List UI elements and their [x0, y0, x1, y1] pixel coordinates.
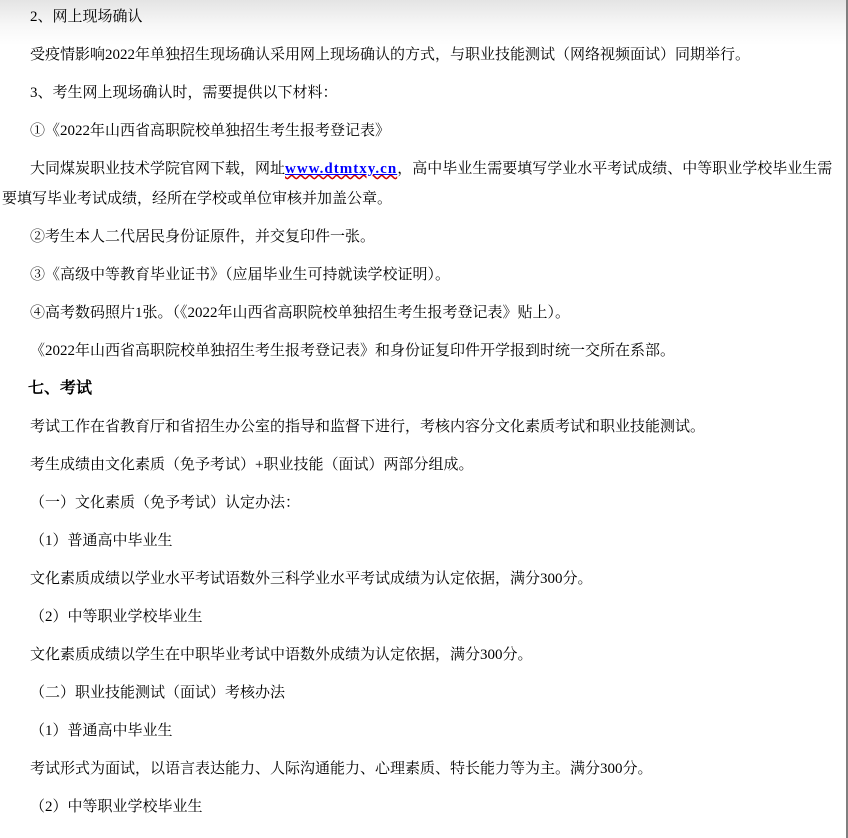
paragraph-materials-title: 3、考生网上现场确认时，需要提供以下材料： [30, 85, 338, 101]
link-squiggle-wrapper [285, 161, 397, 177]
paragraph-regular-hs-grads-1: （1）普通高中毕业生 [30, 533, 173, 549]
paragraph-vocational-score-basis: 文化素质成绩以学生在中职毕业考试中语数外成绩为认定依据，满分300分。 [30, 647, 533, 663]
paragraph-item-2-id-card: ②考生本人二代居民身份证原件，并交复印件一张。 [30, 229, 376, 245]
paragraph-online-confirmation-title: 2、网上现场确认 [30, 9, 143, 25]
paragraph-cultural-quality-title: （一）文化素质（免予考试）认定办法： [30, 495, 301, 511]
paragraph-submit-note: 《2022年山西省高职院校单独招生考生报考登记表》和身份证复印件开学报到时统一交所在系部。 [30, 343, 676, 359]
paragraph-item-4-photo: ④高考数码照片1张。（《2022年山西省高职院校单独招生考生报考登记表》贴上）。 [30, 305, 571, 321]
paragraph-regular-hs-grads-2: （1）普通高中毕业生 [30, 723, 173, 739]
website-link[interactable]: www.dtmtxy.cn [285, 161, 398, 177]
download-text-after: ，高中毕业生需要填写学业水平考试成绩、中等职业学校毕业生需要填写毕业考试成绩，经所在学校或单位审核并加盖公章。 [2, 161, 833, 207]
paragraph-vocational-grads-1: （2）中等职业学校毕业生 [30, 609, 203, 625]
paragraph-interview-format: 考试形式为面试，以语言表达能力、人际沟通能力、心理素质、特长能力等为主。满分300分。 [30, 761, 653, 777]
paragraph-exam-supervision: 考试工作在省教育厅和省招生办公室的指导和监督下进行，考核内容分文化素质考试和职业技能测试。 [30, 419, 706, 435]
paragraph-item-1-registration-form: ①《2022年山西省高职院校单独招生考生报考登记表》 [30, 123, 391, 139]
download-text-before: 大同煤炭职业技术学院官网下载，网址 [30, 161, 286, 177]
document-content [2, 2, 846, 822]
paragraph-item-3-diploma: ③《高级中等教育毕业证书》（应届毕业生可持就读学校证明）。 [30, 267, 451, 283]
paragraph-hs-score-basis: 文化素质成绩以学业水平考试语数外三科学业水平考试成绩为认定依据，满分300分。 [30, 571, 593, 587]
paragraph-download-instructions [2, 154, 846, 214]
paragraph-score-composition: 考生成绩由文化素质（免予考试）+职业技能（面试）两部分组成。 [30, 457, 474, 473]
section-heading-exam: 七、考试 [28, 380, 93, 397]
paragraph-epidemic-notice: 受疫情影响2022年单独招生现场确认采用网上现场确认的方式，与职业技能测试（网络视频面试）同期举行。 [30, 47, 751, 63]
paragraph-vocational-grads-2: （2）中等职业学校毕业生 [30, 799, 203, 815]
paragraph-skill-test-title: （二）职业技能测试（面试）考核办法 [30, 685, 286, 701]
